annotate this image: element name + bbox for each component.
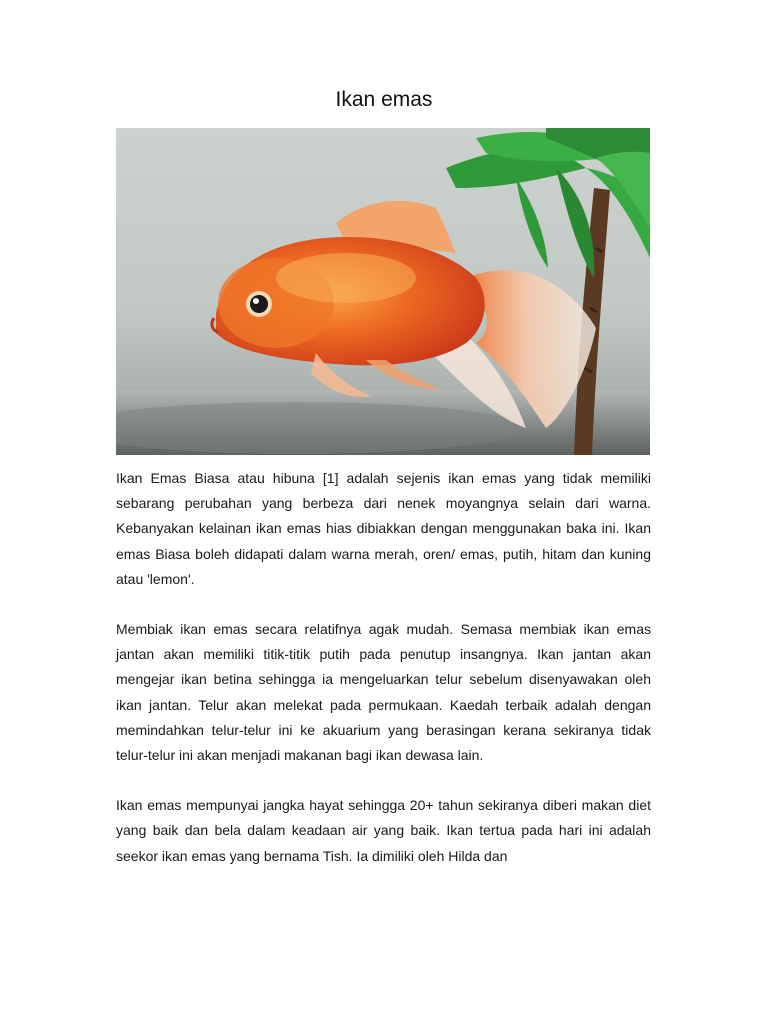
article-body: [116, 466, 651, 894]
paragraph: Membiak ikan emas secara relatifnya agak mudah. Semasa membiak ikan emas jantan akan memiliki titik-titik putih pada penutup insangnya. Ikan jantan akan mengejar ikan betina sehingga ia mengeluarkan telur sebelum disenyawakan oleh ikan jantan. Telur akan melekat pada permukaan. Kaedah terbaik adalah dengan memindahkan telur-telur ini ke akuarium yang berasingan kerana sekiranya tidak telur-telur ini akan menjadi makanan bagi ikan dewasa lain.: [116, 621, 651, 764]
paragraph: Ikan emas mempunyai jangka hayat sehingga 20+ tahun sekiranya diberi makan diet yang baik dan bela dalam keadaan air yang baik. Ikan tertua pada hari ini adalah seekor ikan emas yang bernama Tish. Ia dimiliki oleh Hilda dan: [116, 797, 651, 864]
goldfish-photo: [116, 128, 650, 455]
document-title: Ikan emas: [335, 88, 433, 111]
paragraph: Ikan Emas Biasa atau hibuna [1] adalah sejenis ikan emas yang tidak memiliki sebarang perubahan yang berbeza dari nenek moyangnya selain dari warna. Kebanyakan kelainan ikan emas hias dibiakkan dengan menggunakan baka ini. Ikan emas Biasa boleh didapati dalam warna merah, oren/ emas, putih, hitam dan kuning atau 'lemon'.: [116, 470, 651, 587]
